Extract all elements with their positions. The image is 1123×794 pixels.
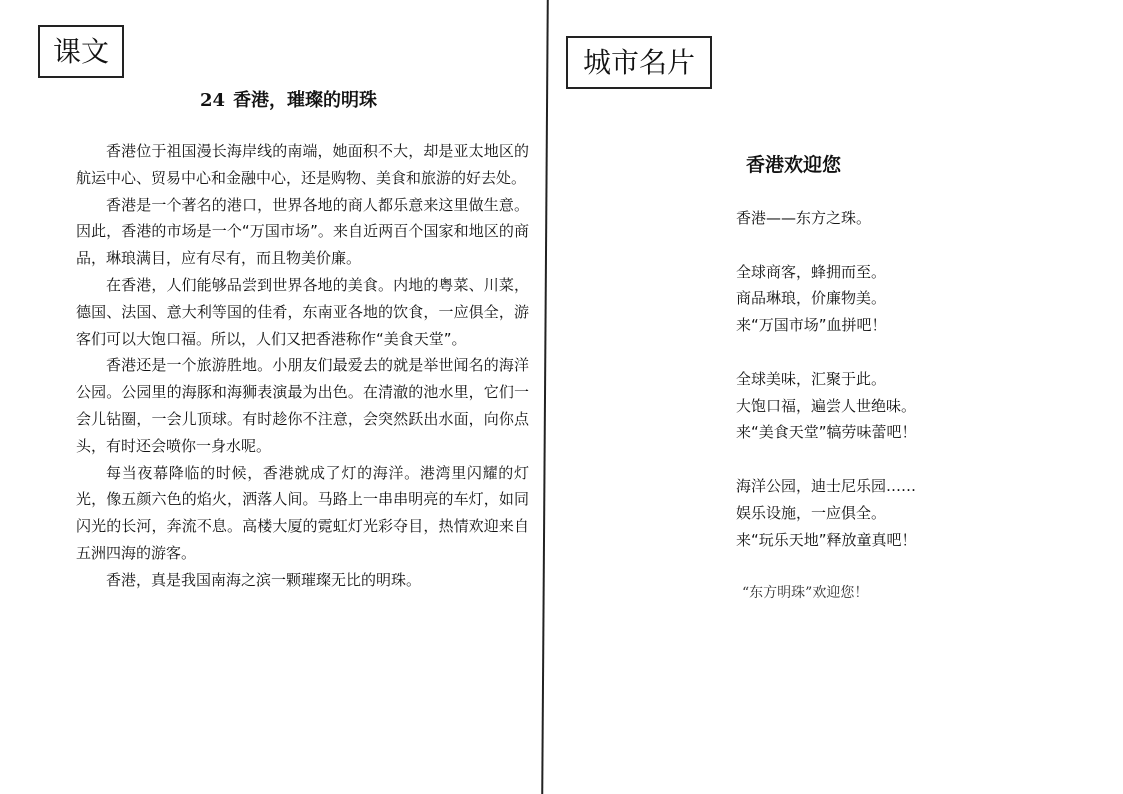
article-paragraph: 香港，真是我国南海之滨一颗璀璨无比的明珠。	[106, 570, 422, 589]
card-title: 香港欢迎您	[746, 154, 842, 176]
card-line: 娱乐设施，一应俱全。	[736, 503, 887, 522]
city-card	[736, 205, 917, 607]
card-line: 海洋公园，迪士尼乐园……	[736, 476, 917, 495]
article-paragraph: 香港位于祖国漫长海岸线的南端，她面积不大，却是亚太地区的航运中心、贸易中心和金融中心，还是购物、美食和旅游的好去处。	[76, 142, 529, 187]
section-label-lesson: 课文	[38, 25, 124, 78]
card-line: 来“万国市场”血拼吧！	[736, 316, 887, 335]
lesson-title	[200, 86, 377, 112]
card-line: 来“美食天堂”犒劳味蕾吧！	[736, 423, 917, 442]
card-line: 香港——东方之珠。	[736, 209, 872, 227]
article-paragraph: 在香港，人们能够品尝到世界各地的美食。内地的粤菜、川菜，德国、法国、意大利等国的佳肴，东南亚各地的饮食，一应俱全，游客们可以大饱口福。所以，人们又把香港称作“美食天堂”。	[76, 275, 529, 348]
lesson-article	[76, 138, 529, 594]
card-stanza	[736, 473, 917, 553]
article-paragraph: 香港是一个著名的港口，世界各地的商人都乐意来这里做生意。因此，香港的市场是一个“万国市场”。来自近两百个国家和地区的商品，琳琅满目，应有尽有，而且物美价廉。	[76, 195, 529, 268]
lesson-title-text: 香港，璀璨的明珠	[233, 90, 378, 111]
card-stanza	[736, 366, 917, 446]
article-paragraph: 香港还是一个旅游胜地。小朋友们最爱去的就是举世闻名的海洋公园。公园里的海豚和海狮表演最为出色。在清澈的池水里，它们一会儿钻圈，一会儿顶球。有时趁你不注意，会突然跃出水面，向你点头，有时还会喷你一身水呢。	[76, 356, 529, 455]
card-line: 全球美味，汇聚于此。	[736, 369, 887, 388]
card-line: 商品琳琅，价廉物美。	[736, 289, 887, 308]
lesson-number: 24	[200, 90, 226, 111]
card-line: 全球商客，蜂拥而至。	[736, 262, 887, 281]
card-line: 大饱口福，遍尝人世绝味。	[736, 396, 917, 415]
card-stanza	[736, 205, 917, 232]
card-stanza	[736, 259, 917, 339]
section-label-city-card: 城市名片	[566, 36, 712, 89]
card-line: 来“玩乐天地”释放童真吧！	[736, 530, 917, 549]
card-closing: “东方明珠”欢迎您！	[742, 585, 869, 602]
page-divider	[541, 0, 549, 794]
article-paragraph: 每当夜幕降临的时候，香港就成了灯的海洋。港湾里闪耀的灯光，像五颜六色的焰火，洒落人间。马路上一串串明亮的车灯，如同闪光的长河，奔流不息。高楼大厦的霓虹灯光彩夺目，热情欢迎来自五洲四海的游客。	[76, 463, 529, 562]
